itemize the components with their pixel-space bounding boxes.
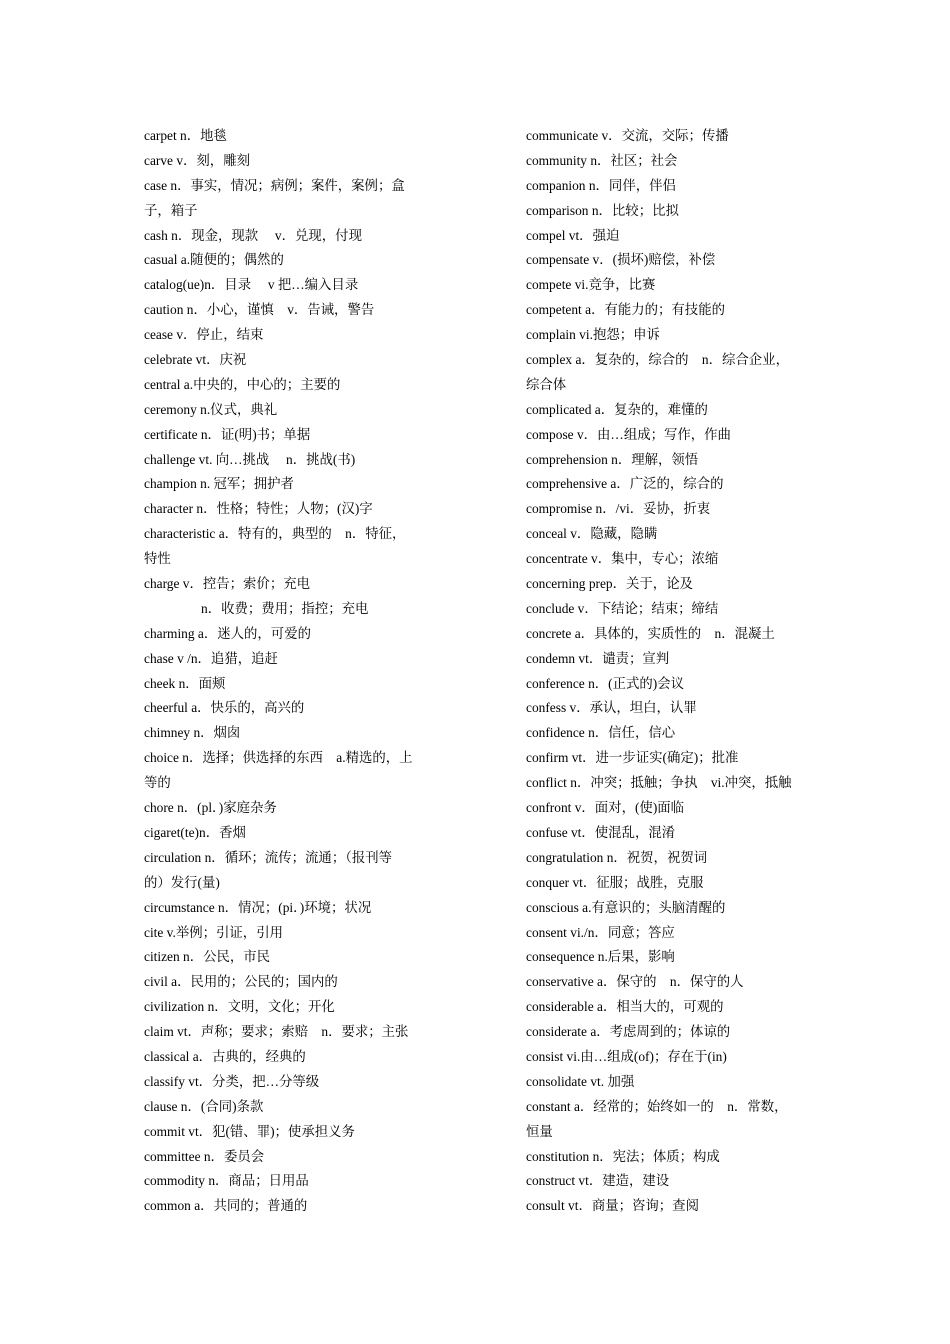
vocabulary-line: conflict n．冲突；抵触；争执 vi.冲突，抵触	[526, 775, 792, 791]
vocabulary-line: cheerful a．快乐的，高兴的	[144, 700, 305, 716]
vocabulary-line: cease v．停止，结束	[144, 327, 264, 343]
vocabulary-line: classical a．古典的，经典的	[144, 1048, 306, 1064]
vocabulary-line: ceremony n.仪式，典礼	[144, 401, 278, 417]
vocabulary-line: conclude v．下结论；结束；缔结	[526, 600, 719, 616]
vocabulary-line: casual a.随便的；偶然的	[144, 252, 284, 268]
vocabulary-line: confess v．承认，坦白，认罪	[526, 700, 697, 716]
vocabulary-line: classify vt．分类，把…分等级	[144, 1073, 320, 1089]
vocabulary-line: condemn vt．谴责；宣判	[526, 650, 670, 666]
vocabulary-line: comprehension n．理解，领悟	[526, 451, 699, 467]
vocabulary-line: case n．事实，情况；病例；案件，案例；盒	[144, 177, 405, 193]
vocabulary-line: considerable a．相当大的，可观的	[526, 999, 724, 1015]
vocabulary-line: 特性	[144, 551, 171, 567]
vocabulary-line: confront v．面对，(使)面临	[526, 800, 685, 816]
vocabulary-line: comparison n．比较；比拟	[526, 202, 679, 218]
vocabulary-line: 子，箱子	[144, 202, 198, 218]
vocabulary-line: charming a．迷人的，可爱的	[144, 625, 311, 641]
vocabulary-line: central a.中央的，中心的；主要的	[144, 376, 341, 392]
vocabulary-line: complex a．复杂的，综合的 n．综合企业，	[526, 352, 789, 368]
vocabulary-line: confidence n．信任，信心	[526, 725, 676, 741]
vocabulary-line: chore n．(pl．)家庭杂务	[144, 800, 277, 816]
vocabulary-line: concerning prep．关于，论及	[526, 576, 693, 592]
vocabulary-line: certificate n．证(明)书；单据	[144, 426, 311, 442]
vocabulary-line: civil a．民用的；公民的；国内的	[144, 974, 338, 990]
vocabulary-line: citizen n．公民，市民	[144, 949, 271, 965]
vocabulary-line: concentrate v．集中，专心；浓缩	[526, 551, 719, 567]
vocabulary-line: consult vt．商量；咨询；查阅	[526, 1198, 699, 1214]
vocabulary-line: chimney n．烟囱	[144, 725, 241, 741]
vocabulary-line: n．收费；费用；指控；充电	[201, 600, 369, 616]
vocabulary-line: cite v.举例；引证，引用	[144, 924, 283, 940]
vocabulary-line: champion n. 冠军；拥护者	[144, 476, 294, 492]
vocabulary-line: communicate v．交流，交际；传播	[526, 128, 729, 143]
vocabulary-line: character n．性格；特性；人物；(汉)字	[144, 501, 373, 517]
vocabulary-line: construct vt．建造，建设	[526, 1173, 670, 1189]
vocabulary-line: consolidate vt. 加强	[526, 1073, 635, 1089]
vocabulary-line: common a．共同的；普通的	[144, 1198, 308, 1214]
vocabulary-line: conference n．(正式的)会议	[526, 675, 685, 691]
vocabulary-line: congratulation n．祝贺，祝贺词	[526, 849, 708, 865]
vocabulary-line: compel vt．强迫	[526, 227, 620, 243]
vocabulary-line: civilization n．文明，文化；开化	[144, 999, 335, 1015]
vocabulary-line: compensate v．(损坏)赔偿，补偿	[526, 252, 716, 268]
vocabulary-line: carve v．刻，雕刻	[144, 152, 250, 168]
vocabulary-line: catalog(ue)n．目录 v 把…编入目录	[144, 277, 359, 293]
vocabulary-line: conscious a.有意识的；头脑清醒的	[526, 899, 726, 915]
vocabulary-line: companion n．同伴，伴侣	[526, 177, 676, 193]
vocabulary-line: committee n．委员会	[144, 1148, 265, 1164]
right-vocabulary-column	[526, 124, 818, 1219]
vocabulary-line: constitution n．宪法；体质；构成	[526, 1148, 720, 1164]
vocabulary-line: commit vt．犯(错、罪)；使承担义务	[144, 1123, 355, 1139]
vocabulary-line: characteristic a．特有的，典型的 n．特征，	[144, 526, 406, 542]
vocabulary-line: confuse vt．使混乱，混淆	[526, 824, 676, 840]
vocabulary-line: constant a．经常的；始终如一的 n．常数，	[526, 1098, 788, 1114]
vocabulary-line: community n．社区；社会	[526, 152, 678, 168]
vocabulary-line: competent a．有能力的；有技能的	[526, 302, 725, 318]
vocabulary-line: consist vi.由…组成(of)；存在于(in)	[526, 1048, 727, 1064]
vocabulary-line: cash n．现金，现款 v．兑现，付现	[144, 227, 362, 243]
vocabulary-line: commodity n．商品；日用品	[144, 1173, 309, 1189]
vocabulary-line: circumstance n．情况；(pi．)环境；状况	[144, 899, 372, 915]
vocabulary-line: concrete a．具体的，实质性的 n．混凝土	[526, 625, 775, 641]
vocabulary-line: consent vi./n．同意；答应	[526, 924, 675, 940]
left-vocabulary-column	[144, 124, 436, 1219]
vocabulary-line: claim vt．声称；要求；索赔 n．要求；主张	[144, 1024, 409, 1040]
vocabulary-line: complicated a．复杂的，难懂的	[526, 401, 708, 417]
vocabulary-line: cheek n．面颊	[144, 675, 226, 691]
vocabulary-line: cigaret(te)n．香烟	[144, 824, 246, 840]
vocabulary-line: compete vi.竞争，比赛	[526, 277, 656, 293]
vocabulary-line: confirm vt．进一步证实(确定)；批准	[526, 750, 739, 766]
vocabulary-line: 的）发行(量)	[144, 874, 220, 890]
vocabulary-line: chase v /n．追猎，追赶	[144, 650, 278, 666]
vocabulary-line: complain vi.抱怨；申诉	[526, 327, 660, 343]
vocabulary-line: considerate a．考虑周到的；体谅的	[526, 1024, 731, 1040]
vocabulary-line: charge v．控告；索价；充电	[144, 576, 310, 592]
vocabulary-line: compromise n．/vi．妥协，折衷	[526, 501, 711, 517]
vocabulary-line: consequence n.后果，影响	[526, 949, 675, 965]
vocabulary-line: choice n．选择；供选择的东西 a.精选的，上	[144, 750, 413, 766]
vocabulary-line: 等的	[144, 775, 171, 791]
vocabulary-line: celebrate vt．庆祝	[144, 352, 247, 368]
vocabulary-line: clause n．(合同)条款	[144, 1098, 264, 1114]
vocabulary-line: 综合体	[526, 376, 567, 392]
vocabulary-line: comprehensive a．广泛的，综合的	[526, 476, 724, 492]
vocabulary-line: conservative a．保守的 n．保守的人	[526, 974, 744, 990]
vocabulary-line: carpet n．地毯	[144, 128, 227, 143]
vocabulary-line: 恒量	[526, 1123, 553, 1139]
vocabulary-line: caution n．小心，谨慎 v．告诫，警告	[144, 302, 375, 318]
vocabulary-line: conquer vt．征服；战胜，克服	[526, 874, 704, 890]
vocabulary-line: challenge vt. 向…挑战 n．挑战(书)	[144, 451, 356, 467]
vocabulary-line: circulation n．循环；流传；流通；（报刊等	[144, 849, 393, 865]
vocabulary-line: compose v．由…组成；写作，作曲	[526, 426, 731, 442]
vocabulary-line: conceal v．隐藏，隐瞒	[526, 526, 658, 542]
